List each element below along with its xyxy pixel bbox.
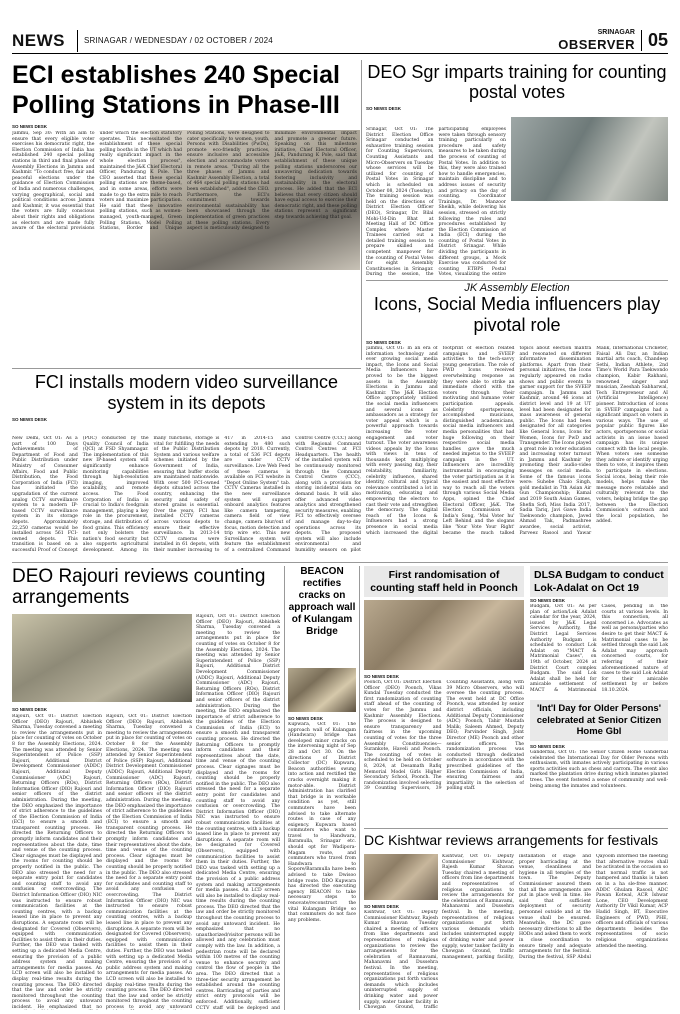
article-deo-rajouri-byline <box>12 705 192 714</box>
article-older-persons-headline-box <box>530 700 668 741</box>
article-headline: BEACON rectifies cracks on approach wall of Kulangam Bridge <box>288 566 356 637</box>
column-rule <box>361 60 362 360</box>
article-fci <box>12 372 361 424</box>
article-eci-byline <box>12 122 144 131</box>
article-headline: Icons, Social Media influencers play pivotal role <box>373 294 661 335</box>
logo-name: OBSERVER <box>558 37 635 52</box>
article-icons <box>366 282 668 347</box>
article-body: Kishtwar, Oct 01: Deputy Commissioner Kishtwar, Rajesh Kumar Shavan Tuesday chaired a meeting of officers from line departments and representatives of religious organizations to review the arrangements for the celebration of Ramnavami, Mahanavmi and Dussehra festival. In the meeting, representatives of religious organizations put forth various demands which includes uninterrupted supply of drinking water and power supply, water tanker facility in Chowgan Ground, traffic <box>364 910 438 1010</box>
article-body: Budgam, Oct 01: As per plan of action/Lok Adalat calendar for the year, 2024, issued by J&K Legal Services Authority, the District Legal Services Authority Budgam is scheduled to conduct Lok Adalat on "MACT & Matrimonial Cases", on 19th of October, 2024 at District Court complex Budgam. The said Lok Adalat shall be held for amicable settlement of MACT & Matrimonial Cases, pending in the courts at various levels. In this connection, all concerned i.e. Advocates as well as persons/parties who desire to get their MACT & Matrimonial cases to be settled through the said Lok Adalat may approach concerned courts, for referring of their aforementioned nature of cases to the said Lok Adalat for their amicable settlement by or before 18.10.2024. <box>530 604 668 693</box>
masthead <box>12 28 668 54</box>
article-headline: FCI installs modern video surveillance system in its depots <box>34 372 339 413</box>
article-headline: ECI establishes 240 Special Polling Stations in Phase-III <box>12 61 340 119</box>
article-body: Poonch, Oct 01: District Election Officer (DEO) Poonch, Vikas Kundal Tuesday conducted the first randomization of counting staff ahead of the counting of votes for the Jammu and Kashmir Assembly Elections. The process is designed to ensure transparency and fairness in the upcoming counting of votes for the three Assembly Constituencies—Surankote, Haveli and Poonch. The counting of votes is scheduled to be held on October 8, 2024, at Desamath Rafiq Memorial Model Girls Higher Secondary School, Poonch. The randomization involved selecting 39 Counting Supervisors, 39 Counting Assistants, along with 39 Micro Observers, who will oversee the counting process. The event held at DC Office Poonch, was attended by senior district officials, including Additional Deputy Commissioner (ADC) Poonch, Tahir Mustafa Malik; Saleem Ahmed, Deputy DEO; Parvinder Singh, Joint Director (ME) Poonch and other senior officers. The randomization process was conducted through dedicated software in accordance with the prescribed guidelines of the Election Commission of India, ensuring fairness and impartiality in the selection of polling staff. <box>364 680 524 792</box>
logo-city: SRINAGAR <box>597 29 635 36</box>
page-number: 05 <box>641 30 668 51</box>
column-rule <box>359 566 360 1010</box>
article-kicker: JK Assembly Election <box>464 282 570 294</box>
article-headline: DEO Sgr imparts training for counting postal votes <box>367 62 667 102</box>
article-poonch-headline-box <box>364 566 524 597</box>
article-photo <box>288 668 356 712</box>
section-rule <box>12 368 361 369</box>
article-photo <box>12 614 192 702</box>
article-eci <box>12 60 354 122</box>
byline: SO NEWS DESK <box>12 707 48 712</box>
article-body: Srinagar, Oct 01: The District Election Office Srinagar conducted an exhaustive training session for Counting Supervisors, Counting Assistants and Micro-Observers on Tuesday whose services will be utilized for counting of Postal Votes in Srinagar which is scheduled on October 08, 2024 (Tuesday). The training session was held on the directions of District Election Officer (DEO), Srinagar, Dr. Bilal Mohi-Ud-Din Bhat at Meeting Hall of DC Office Complex where Master Trainees carried out a detailed training session to prepare skilled and competent manpower for the counting of Postal Votes for eight Assembly Constituencies in Srinagar. During the session, the participating employees were taken through sensory training particularly on procedure and safety measures to be taken during the process of counting of Postal Votes. In addition to this, they were also trained how to handle emergencies, maintain discipline and to address issues of security and privacy on the day of counting. Coordinator Trainings, Dr. Manzoor Sheikh, while delivering his session, stressed on strictly following the rules and procedures established by the Election Commission of India (ECI) during the counting of Postal Votes in District Srinagar. While dividing the participants in different groups, a Mock Exercise was conducted for counting ETBPS Postal Votes, visualizing the entire <box>366 127 506 278</box>
article-beacon <box>288 566 356 662</box>
masthead-divider <box>77 30 78 52</box>
article-headline: DEO Rajouri reviews counting arrangements <box>12 566 266 608</box>
newspaper-logo <box>558 29 635 52</box>
article-body-continued: Rajouri, Oct 01: District Election Officer (DEO) Rajouri, Abhishek Sharma, Tuesday convened a meeting to review the arrangements put in place for counting of votes on October 8 for the Assembly Elections, 2024. The meeting was attended by Senior Superintendent of Police (SSP) Rajouri, Additional District Development Commissioner (ADDC) Rajouri, Additional Deputy Commissioner (ADC) Rajouri, Returning Officers (ROs), District Information Officer (DIO) Rajouri and senior officers of the district administration. During the meeting, the DEO emphasized the importance of strict adherence to the guidelines of the Election Commission of India (ECI) to ensure a smooth and transparent counting process. He directed the Returning Officers to promptly inform candidates and their representatives about the date, time and venue of the counting process. Clear signages must be displayed and the rooms for counting should be properly notified in the public. The DEO also stressed the need for a separate entry point for candidates and counting staff to avoid any confusion or overcrowding. The District Information Officer (DIO) NIC was instructed to ensure robust communication facilities at the counting centres, with a backup leased line in place to prevent any disruptions. A separate room will be designated for Covered (Observers), equipped with communication facilities to assist them in their duties. Further, the DEO was tasked with setting up a dedicated Media Centre, ensuring the provision of a public address system and making arrangements for media passes. An LCD screen will also be installed to display real-time results during the counting process. The DEO directed that the law and order be strictly monitored throughout the counting process to avoid any untoward <box>106 714 192 1010</box>
column-rule <box>284 566 285 1010</box>
byline: SO NEWS DESK <box>364 904 400 909</box>
article-body: Rajouri, Oct 01: District Election Officer (DEO) Rajouri, Abhishek Sharma, Tuesday convened a meeting to review the arrangements put in place for counting of votes on October 8 for the Assembly Elections, 2024. The meeting was attended by Senior Superintendent of Police (SSP) Rajouri, Additional District Development Commissioner (ADDC) Rajouri, Additional Deputy Commissioner (ADC) Rajouri, Returning Officers (ROs), District Information Officer (DIO) Rajouri and senior officers of the district administration. During the meeting, the DEO emphasized the importance of strict adherence to the guidelines of the Election Commission of India (ECI) to ensure a smooth and transparent counting process. He directed the Returning Officers to promptly inform candidates and their representatives about the date, time and venue of the counting process. Clear signages must be displayed and the rooms for counting should be properly notified in the public. The DEO also stressed the need for a separate entry point for candidates and counting staff to avoid any confusion or overcrowding. The District Information Officer (DIO) NIC was instructed to ensure robust communication facilities at the counting centres, with a backup leased line in place to prevent any disruptions. A separate room will be designated for Covered (Observers), equipped with communication facilities to assist them in their duties. Further, the DEO was tasked with setting up a dedicated Media Centre, ensuring the provision of a public address system and making arrangements for media passes. An LCD screen will also be installed to display real-time results during the counting process. The DEO directed that the law and order be strictly monitored throughout the counting process to avoid any untoward incident. He emphasized that no <box>12 714 102 1010</box>
byline: SO NEWS DESK <box>530 744 566 749</box>
article-headline: First randomisation of counting staff held in Poonch <box>370 569 518 594</box>
section-rule <box>364 828 668 829</box>
article-headline: 'Int'l Day for Older Persons' celebrated at Senior Citizen Home Gbl <box>536 703 662 737</box>
article-body-continued: Kishtwar, Oct 01: Deputy Commissioner Kishtwar, Rajesh Kumar Shavan Tuesday chaired a meeting of officers from line departments and representatives of religious organizations to review the arrangements for the celebration of Ramnavami, Mahanavmi and Dussehra festival. In the meeting, representatives of religious organizations put forth various demands which includes uninterrupted supply of drinking water and power supply, water tanker facility in Chowgan Ground, traffic management, parking facility, installation of stage and proper barricading at the venue, cleanliness and hygiene in all temples of the town. The Deputy Commissioner assured them that all the arrangements are put in place well in time. He said that sufficient deployment of security personnel outside and at the venue shall be ensured. Meanwhile, the DC gave necessary directions to all the HODs and asked them to work in close coordination to ensure timely and adequate arrangements for the festival. During the festival, SSP Abdul Qayoom informed the meeting that alternative routes shall be activated in the occasion so that normal traffic is not hampered and thanks is taken on in a ha sle-free manner. ADDC Ghulam Rasool, ADC Pawan Kotwal, ACR Ishwar Lone, CEO Development Authority Dr Vikil Kumar, ACP Hadid Singh, BT, Executive Engineers of PWD, PHE, officers and officials of various departments besides the representatives of socio religious organizations attended the meeting. <box>442 854 668 960</box>
article-deo-rajouri <box>12 566 282 610</box>
article-body: Jammu, Sep 30: With an aim to ensure that every eligible voter exercises his democratic right, the Election Commission of India has established 240 special polling stations in third and final phase of Assembly Elections in Jammu and Kashmir. "To conduct free, fair and peaceful elections under the guidance of Election Commission of India and numerous challenges, varying geographical, social and political conditions across Jammu and Kashmir, it was essential that the voters are fully conscious about their rights and obligations as electors and are made fully aware of the electoral provisions under which the election statutory operates. This necessitated the establishment of these special polling booths in the UT which had really significant impact in the whole election process", maintained the J&K Chief Electoral Officer, Pandurang K Pole. The CEO asserted that these special polling stations are theme-based, and in some areas, efforts were made to go the extra mile to reach voters and maximize participation. He said that these innovative polling stations, such as women-managed, youth-managed, Green Polling Stations, Model Polling Stations, Border and Unique Polling Stations, were designed to cater specifically to women, youth, Persons with Disabilities (PwDs), promote eco-friendly practices, ensure inclusive and accessible election and accommodate voters in remote areas. "During all the three phases of Jammu and Kashmir Assembly Election, a total of 464 special polling stations had been established", added the CEO. Furthermore, the ECI's commitment towards environmental sustainability has been showcased through the implementation of green practices at these polling stations. Every aspect is meticulously designed to minimize environmental impact and promote a greener future. Speaking on this milestone initiative, Chief Electoral Officer, J&K, Pandurang K Pole, said that establishment of these unique polling stations underscores our unwavering dedication towards fostering inclusivity and sustainability in the electoral process. He added that the ECI believes that every citizen should have equal access to exercise their democratic right, and these polling stations represent a significant step towards achieving that goal. <box>12 131 357 232</box>
dateline: SRINAGAR / WEDNESDAY / 02 OCTOBER / 2024 <box>84 36 273 45</box>
article-dc-kishtwar <box>364 832 668 850</box>
article-dlsa-headline-box <box>530 566 668 597</box>
byline: SO NEWS DESK <box>366 340 402 345</box>
byline: SO NEWS DESK <box>366 106 402 111</box>
article-body: Kupwara, Oct 01: The approach wall of Kulangam (Handwara) bridge has developed minor cracks on the intervening night of Sep 28 and Oct 30. On the directions of District Collector (DC) Kupwara, Beacon authorities swung into action and rectified the cracks overnight making it motor-able. District Administration has clarified that bridge is in workable condition as yet, still commuters have been advised to take alternate routes in case of any exigency. Kupwara based commuters who want to travel to Handwara, Baramulla, Srinagar etc. should opt for Wadipora-Magam route, and commuters who travel from Handwara to Sopore/Baramulla have been advised to take Dwisoo bridge route. DDO Kupwara has directed the executing agency BEACON to take necessary steps to renovate/reconstruct the vital Kulangam Bridge so that commuters do not face any problems. <box>288 722 356 923</box>
article-headline: DLSA Budgam to conduct Lok-Adalat on Oct 19 <box>534 569 664 594</box>
section-rule <box>12 562 668 563</box>
byline: SO NEWS DESK <box>12 124 48 129</box>
byline: SO NEWS DESK <box>364 674 400 679</box>
article-body-continued: Rajouri, Oct 01: District Election Officer (DEO) Rajouri, Abhishek Sharma, Tuesday convened a meeting to review the arrangements put in place for counting of votes on October 8 for the Assembly Elections, 2024. The meeting was attended by Senior Superintendent of Police (SSP) Rajouri, Additional District Development Commissioner (ADDC) Rajouri, Additional Deputy Commissioner (ADC) Rajouri, Returning Officers (ROs), District Information Officer (DIO) Rajouri and senior officers of the district administration. During the meeting, the DEO emphasized the importance of strict adherence to the guidelines of the Election Commission of India (ECI) to ensure a smooth and transparent counting process. He directed the Returning Officers to promptly inform candidates and their representatives about the date, time and venue of the counting process. Clear signages must be displayed and the rooms for counting should be properly notified in the public. The DEO also stressed the need for a separate entry point for candidates and counting staff to avoid any confusion or overcrowding. The District Information Officer (DIO) NIC was instructed to ensure robust communication facilities at the counting centres, with a backup leased line in place to prevent any disruptions. A separate room will be designated for Covered (Observers), equipped with communication facilities to assist them in their duties. Further, the DEO was tasked with setting up a dedicated Media Centre, ensuring the provision of a public address system and making arrangements for media passes. An LCD screen will also be installed to display real-time results during the counting process. The DEO directed that the law and order be strictly monitored throughout the counting process to avoid any untoward incident. He emphasized that no unauthorized/visitor persons will be allowed and any celebration must comply with the law. In addition, a pedestrian route will be declared within 100 metres of the counting venue to enhance security and control the flow of people in the area. The DEO directed that a three-tier security arrangement be established around the counting centres. Barricading of parties and strict entry protocols will be enforced. Additionally, sufficient CCTV staff will be deployed and <box>196 614 280 1010</box>
byline: SO NEWS DESK <box>288 716 324 721</box>
article-deo-srinagar <box>366 62 668 113</box>
byline: SO NEWS DESK <box>12 417 48 422</box>
article-body: Ganderbal, Oct 01: The Senior Citizen Home Ganderbal celebrated the International Day for Older Persons with enthusiasm, with inmates actively participating in various sports activities such as chess and carrom. The event also marked the plantation drive during which inmates planted trees. The event fostered a sense of community and well-being among the inmates and volunteers. <box>530 750 668 789</box>
section-rule <box>366 280 668 281</box>
byline: SO NEWS DESK <box>530 598 566 603</box>
section-label: NEWS <box>12 30 65 50</box>
article-photo <box>364 600 524 670</box>
article-body: New Delhi, Oct 01: As a part of 100 Days Achievements of Department of Food and Public Distribution under Ministry of Consumer Affairs, Food and Public Distribution, the Food Corporation of India (FCI) has initiated the upgradation of the current analog CCTV surveillance system to a modern IP-based CCTV surveillance system in its storage depots. Approximately 22,250 cameras would be installed across 561 FCI-owned depots. This transition is based on a successful Proof of Concept (POC) conducted by the Quality Council of India (QCI) at FSD Shyamnagar. The implementation of this new IP-based system will significantly enhance monitoring capabilities through high-resolution imaging, improved scalability, and remote access. The Food Corporation of India is crucial to India's foodgrain management, playing a key role in the procurement, storage, and distribution of food grains. This efficiency not only bolsters the nation's food security but also supports agricultural development. Among its many functions, storage is vital for fulfilling the needs of the Public Distribution System and various welfare schemes initiated by the Government of India, ensuring that buffer stocks are maintained nationwide. With over 500 FCI-owned depots situated across the country, enhancing the security and safety of stored grains is essential. Over the years, FCI has installed CCTV cameras across various depots to ensure their effective surveillance. In 2013-14 CCTV cameras were installed in 61 depots, with their number increasing to 417 in 2014-15 and extending to 480 such depots by 2018. Currently, a total of 536 FCI depots are under CCTV surveillance. Live Web Feed of these cameras is available on FCI website in "Depot Online System" tab. CCTV Cameras installed in the new surveillance system will support onboard analytics features like camera tampering, camera field of view change, camera blur/out of focus, motion detection and trip wire etc. This new Surveillance system will feature the establishment of a centralized Command Control Centre (CCC) along with Regional Command Control Centres at FCI Headquarters. The health of the installed system will be continuously monitored through the Command Control Centre (CCC), along with a provision for storing incidental data on demand basis. It will also offer advanced video analytics and strengthened security measures, enabling FCI to effectively oversee and manage day-to-day operations across its depots. The proposed system will also include environmental and humidity sensors on pilot <box>12 436 361 553</box>
article-photo <box>511 117 668 201</box>
article-headline: DC Kishtwar reviews arrangements for festivals <box>364 832 659 848</box>
article-body: Jammu, Oct 01: In an era of information technology and ever growing social media impact, the Icons and Social Media Influencers have proved to be the biggest assets in the Assembly Elections in Jammu and Kashmir. The J&K Election Office appropriately utilized the social media influencers and several icons as ambassadors as a strategy for voter appeal which is a powerful approach towards increasing the voter engagement and voter turnout. The voter awareness videos appeals by the Icons with views in tens of thousands kept multiplying with every passing day, their relatability, familiarity, celebrity influence, shared identity, cultural and typical relevance contributed a lot in motivating, educating and empowering the electors to cast their vote and strengthen the democracy. The digital reach of the Icons & Influencers had a strong presence in social media which increased the digital footprint of election related campaigns and SVEEP activities to the tech-savvy young generation. The role of FWD Icons received overwhelming response as they were able to strike an immediate chord with the voters through their motivating and humane voter participation appeals. Celebrity sportspersons, accomplished musicians, distinguished academicians, social media influencers and media personalities that had huge following on their respective social media handles gave the much needed impetus to the SVEEP campaign in the UT. Influencers are incredibly instrumental in encouraging the voter participation as it is the easiest and most effective way to reach all the voters through various Social Media Apps, opined the Chief Electoral Officer, J&K. The Election Commission of India's Song, 'Mai Voter hu' Left Behind and the slogans like 'Your Vote Your Right' became the much talked topics about election mantra and resonated on different informative dissemination platforms. Apart from their personal initiatives, the Icons regularly appeared on radio shows and public events to garner support for the SVEEP campaign. In Jammu and Kashmir, around 46 icons at district level and 19 at UT level had been designated for mass awareness of general public. The Icons had been designated for all categories like General Icons, Icons for Women, Icons for PwD and Transgender. The Icons played a great role in voter education and increasing voter turnout in Jammu and Kashmir by promoting their audio-video messages on social media. Some of the famous icons were: Suhebe Chalo Singh, gold medalist in 7th Asian Air Gun Championship; Kamal and 2019 South Asian Games, Shefin Sofi, Miss India 2017, Sadia Tariq, Javi Gawe India Taekwondo champion, Javed Ahmad Tak, Padmashree awardee, social activist, Parveez Rasool and Yawar Malik, International Cricketer, Faisal Ali Dar, an Indian martial arts coach, Chandeep Sethi, Indian Athlete, 2nd Time's World Para Taekwondo champion, Kabir Rakhani, renowned singer and musician, Zeeshah Sabharwal, Tech Entrepreneur and AI (Artificial Intelligence) pioneer. Introduction of icons in SVEEP campaigns had a significant impact on voters in various ways. The use of popular public figures like actors, sportspersons or social activists in an issue based campaign has its unique connect with the local people. When voters see someone they admire or identify urging them to vote, it inspires them to participate in elections. Social icons, being their role models, helps make the message more relatable and culturally relevant to the voters, helping bridge the gap between the Election Commission's outreach and the local population, he added. <box>366 346 668 536</box>
article-photo <box>364 854 438 900</box>
